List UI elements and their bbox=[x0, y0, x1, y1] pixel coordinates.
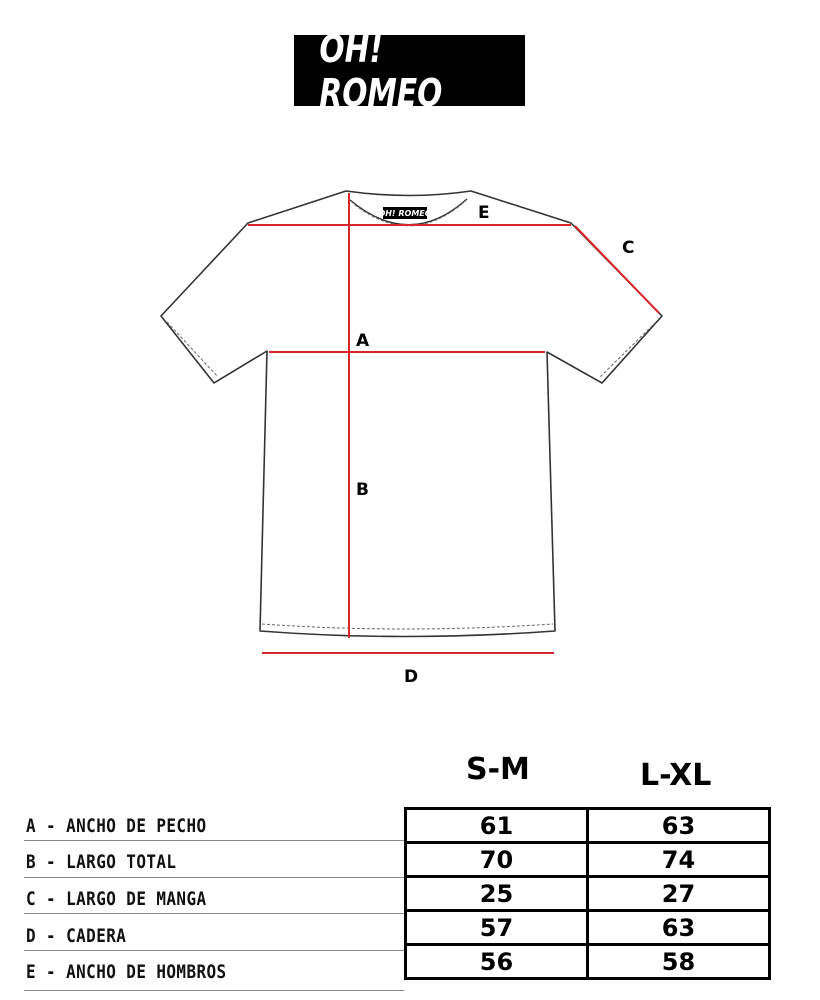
table-row bbox=[406, 877, 770, 911]
left-sleeve-stitch bbox=[167, 322, 218, 377]
label-d: D bbox=[404, 667, 419, 687]
measure-line-c bbox=[575, 226, 659, 313]
cell-c-l-xl: 27 bbox=[588, 877, 770, 911]
cell-e-s-m: 56 bbox=[406, 945, 588, 979]
cell-e-l-xl: 58 bbox=[588, 945, 770, 979]
column-header-l-xl: L-XL bbox=[640, 758, 712, 793]
tshirt-outline bbox=[161, 191, 662, 637]
row-label-d: D - CADERA bbox=[26, 925, 127, 947]
label-b: B bbox=[356, 480, 369, 500]
row-divider bbox=[24, 990, 404, 991]
size-table bbox=[404, 807, 771, 980]
brand-logo-text: OH! ROMEO bbox=[319, 26, 443, 115]
row-label-a: A - ANCHO DE PECHO bbox=[26, 815, 207, 837]
table-row bbox=[406, 843, 770, 877]
label-a: A bbox=[356, 331, 370, 351]
row-divider bbox=[24, 840, 404, 841]
cell-a-s-m: 61 bbox=[406, 809, 588, 843]
row-divider bbox=[24, 877, 404, 878]
bottom-hem-stitch bbox=[262, 624, 553, 629]
column-header-s-m: S-M bbox=[466, 752, 530, 787]
label-c: C bbox=[622, 238, 635, 258]
cell-d-s-m: 57 bbox=[406, 911, 588, 945]
neck-label-text: OH! ROMEO bbox=[378, 209, 432, 218]
label-e: E bbox=[478, 203, 490, 223]
table-row bbox=[406, 945, 770, 979]
table-row bbox=[406, 911, 770, 945]
row-label-e: E - ANCHO DE HOMBROS bbox=[26, 961, 227, 983]
cell-a-l-xl: 63 bbox=[588, 809, 770, 843]
row-label-b: B - LARGO TOTAL bbox=[26, 851, 177, 873]
row-divider bbox=[24, 913, 404, 914]
row-divider bbox=[24, 950, 404, 951]
row-label-c: C - LARGO DE MANGA bbox=[26, 888, 207, 910]
cell-c-s-m: 25 bbox=[406, 877, 588, 911]
cell-b-s-m: 70 bbox=[406, 843, 588, 877]
table-row bbox=[406, 809, 770, 843]
right-sleeve-stitch bbox=[600, 322, 656, 377]
cell-d-l-xl: 63 bbox=[588, 911, 770, 945]
cell-b-l-xl: 74 bbox=[588, 843, 770, 877]
